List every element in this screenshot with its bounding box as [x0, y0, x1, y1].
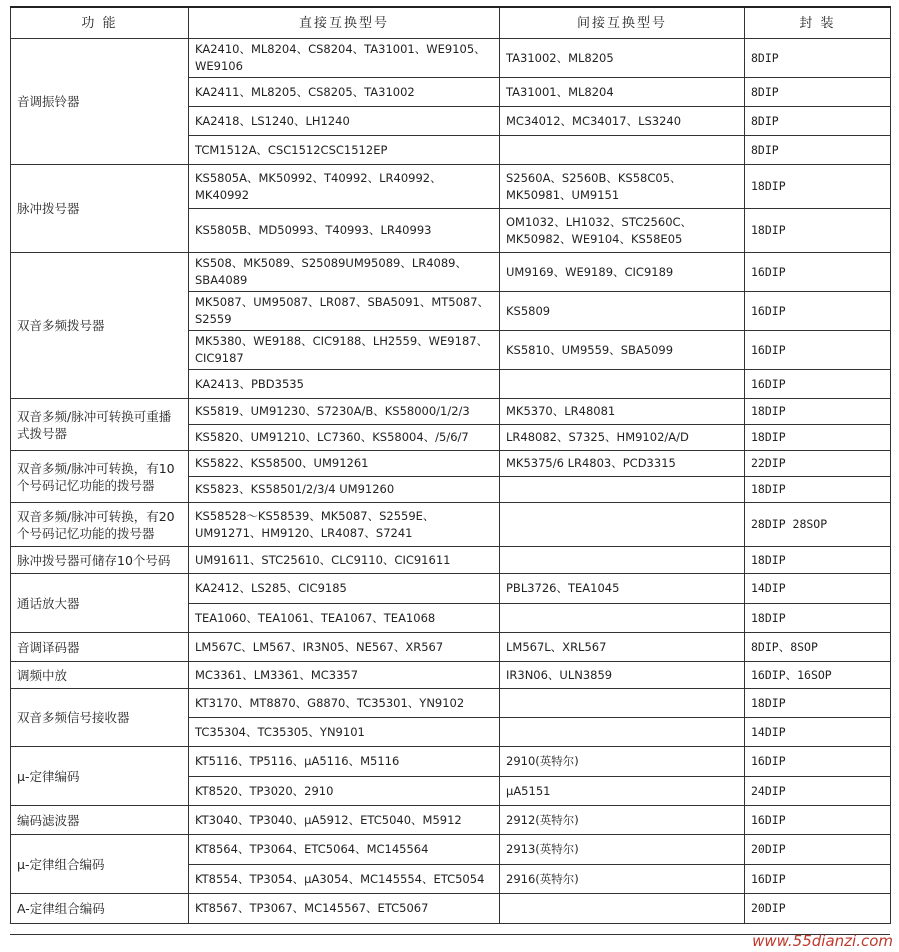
direct-model-cell: UM91611、STC25610、CLC9110、CIC91611 [189, 547, 500, 574]
table-row [11, 39, 891, 78]
package-cell: 14DIP [745, 574, 891, 604]
package-cell: 18DIP [745, 425, 891, 451]
direct-model-cell: KA2412、LS285、CIC9185 [189, 574, 500, 604]
function-cell: 双音多频拨号器 [11, 253, 189, 399]
package-cell: 16DIP [745, 253, 891, 292]
package-cell: 16DIP [745, 331, 891, 370]
function-cell: 脉冲拨号器 [11, 165, 189, 253]
indirect-model-cell: S2560A、S2560B、KS58C05、MK50981、UM9151 [500, 165, 745, 209]
direct-model-cell: KS5805B、MD50993、T40993、LR40993 [189, 209, 500, 253]
direct-model-cell: KS5805A、MK50992、T40992、LR40992、MK40992 [189, 165, 500, 209]
table-row [11, 165, 891, 209]
direct-model-cell: TC35304、TC35305、YN9101 [189, 718, 500, 747]
indirect-model-cell: LM567L、XRL567 [500, 633, 745, 662]
indirect-model-cell: 2913(英特尔) [500, 835, 745, 865]
package-cell: 20DIP [745, 835, 891, 865]
direct-model-cell: KS5820、UM91210、LC7360、KS58004、/5/6/7 [189, 425, 500, 451]
table-row [11, 689, 891, 718]
package-cell: 24DIP [745, 777, 891, 806]
indirect-model-cell: KS5809 [500, 292, 745, 331]
indirect-model-cell: 2910(英特尔) [500, 747, 745, 777]
header-indirect-models: 间接互换型号 [500, 7, 745, 39]
function-cell: 双音多频/脉冲可转换，有10个号码记忆功能的拨号器 [11, 451, 189, 503]
function-cell: 双音多频/脉冲可转换，有20个号码记忆功能的拨号器 [11, 503, 189, 547]
direct-model-cell: MK5380、WE9188、CIC9188、LH2559、WE9187、CIC9187 [189, 331, 500, 370]
indirect-model-cell [500, 477, 745, 503]
indirect-model-cell [500, 547, 745, 574]
function-cell: A-定律组合编码 [11, 894, 189, 924]
indirect-model-cell: LR48082、S7325、HM9102/A/D [500, 425, 745, 451]
indirect-model-cell: KS5810、UM9559、SBA5099 [500, 331, 745, 370]
direct-model-cell: KS58528～KS58539、MK5087、S2559E、UM91271、HM9120、LR4087、S7241 [189, 503, 500, 547]
indirect-model-cell [500, 370, 745, 399]
package-cell: 18DIP [745, 477, 891, 503]
package-cell: 18DIP [745, 547, 891, 574]
indirect-model-cell: MK5375/6 LR4803、PCD3315 [500, 451, 745, 477]
direct-model-cell: KT3170、MT8870、G8870、TC35301、YN9102 [189, 689, 500, 718]
package-cell: 8DIP、8SOP [745, 633, 891, 662]
direct-model-cell: KA2410、ML8204、CS8204、TA31001、WE9105、WE9106 [189, 39, 500, 78]
table-row [11, 503, 891, 547]
table-header-row [11, 7, 891, 39]
indirect-model-cell: UM9169、WE9189、CIC9189 [500, 253, 745, 292]
direct-model-cell: TEA1060、TEA1061、TEA1067、TEA1068 [189, 604, 500, 633]
header-function: 功 能 [11, 7, 189, 39]
direct-model-cell: KA2418、LS1240、LH1240 [189, 107, 500, 136]
package-cell: 18DIP [745, 689, 891, 718]
ic-interchange-table [10, 6, 891, 924]
package-cell: 20DIP [745, 894, 891, 924]
indirect-model-cell [500, 604, 745, 633]
header-direct-models: 直接互换型号 [189, 7, 500, 39]
indirect-model-cell: 2916(英特尔) [500, 865, 745, 894]
indirect-model-cell: PBL3726、TEA1045 [500, 574, 745, 604]
package-cell: 16DIP [745, 806, 891, 835]
table-row [11, 633, 891, 662]
function-cell: 双音多频信号接收器 [11, 689, 189, 747]
function-cell: 脉冲拨号器可储存10个号码 [11, 547, 189, 574]
function-cell: 音调译码器 [11, 633, 189, 662]
direct-model-cell: KT3040、TP3040、μA5912、ETC5040、M5912 [189, 806, 500, 835]
package-cell: 16DIP [745, 747, 891, 777]
indirect-model-cell [500, 503, 745, 547]
function-cell: μ-定律组合编码 [11, 835, 189, 894]
direct-model-cell: KA2411、ML8205、CS8205、TA31002 [189, 78, 500, 107]
ic-interchange-table-container [10, 6, 890, 924]
direct-model-cell: KS5823、KS58501/2/3/4 UM91260 [189, 477, 500, 503]
indirect-model-cell: OM1032、LH1032、STC2560C、MK50982、WE9104、KS58E05 [500, 209, 745, 253]
package-cell: 18DIP [745, 165, 891, 209]
indirect-model-cell [500, 894, 745, 924]
direct-model-cell: KS508、MK5089、S25089UM95089、LR4089、SBA4089 [189, 253, 500, 292]
direct-model-cell: KT8554、TP3054、μA3054、MC145554、ETC5054 [189, 865, 500, 894]
package-cell: 16DIP、16SOP [745, 662, 891, 689]
indirect-model-cell: MK5370、LR48081 [500, 399, 745, 425]
direct-model-cell: LM567C、LM567、IR3N05、NE567、XR567 [189, 633, 500, 662]
indirect-model-cell: IR3N06、ULN3859 [500, 662, 745, 689]
package-cell: 16DIP [745, 292, 891, 331]
direct-model-cell: KT8520、TP3020、2910 [189, 777, 500, 806]
indirect-model-cell: μA5151 [500, 777, 745, 806]
table-row [11, 574, 891, 604]
indirect-model-cell: TA31002、ML8205 [500, 39, 745, 78]
table-row [11, 399, 891, 425]
indirect-model-cell [500, 718, 745, 747]
function-cell: μ-定律编码 [11, 747, 189, 806]
direct-model-cell: KT8564、TP3064、ETC5064、MC145564 [189, 835, 500, 865]
indirect-model-cell [500, 689, 745, 718]
table-row [11, 835, 891, 865]
package-cell: 8DIP [745, 107, 891, 136]
package-cell: 18DIP [745, 209, 891, 253]
direct-model-cell: KS5819、UM91230、S7230A/B、KS58000/1/2/3 [189, 399, 500, 425]
table-body [11, 39, 891, 924]
package-cell: 8DIP [745, 78, 891, 107]
direct-model-cell: KS5822、KS58500、UM91261 [189, 451, 500, 477]
direct-model-cell: TCM1512A、CSC1512CSC1512EP [189, 136, 500, 165]
package-cell: 18DIP [745, 604, 891, 633]
function-cell: 双音多频/脉冲可转换可重播式拨号器 [11, 399, 189, 451]
table-row [11, 253, 891, 292]
indirect-model-cell: TA31001、ML8204 [500, 78, 745, 107]
table-row [11, 894, 891, 924]
direct-model-cell: KA2413、PBD3535 [189, 370, 500, 399]
function-cell: 调频中放 [11, 662, 189, 689]
direct-model-cell: KT5116、TP5116、μA5116、M5116 [189, 747, 500, 777]
package-cell: 16DIP [745, 865, 891, 894]
table-row [11, 806, 891, 835]
function-cell: 音调振铃器 [11, 39, 189, 165]
indirect-model-cell [500, 136, 745, 165]
direct-model-cell: KT8567、TP3067、MC145567、ETC5067 [189, 894, 500, 924]
package-cell: 8DIP [745, 136, 891, 165]
package-cell: 16DIP [745, 370, 891, 399]
package-cell: 8DIP [745, 39, 891, 78]
function-cell: 通话放大器 [11, 574, 189, 633]
direct-model-cell: MC3361、LM3361、MC3357 [189, 662, 500, 689]
package-cell: 18DIP [745, 399, 891, 425]
package-cell: 14DIP [745, 718, 891, 747]
indirect-model-cell: MC34012、MC34017、LS3240 [500, 107, 745, 136]
table-row [11, 662, 891, 689]
header-package: 封 装 [745, 7, 891, 39]
package-cell: 28DIP 28SOP [745, 503, 891, 547]
table-row [11, 451, 891, 477]
package-cell: 22DIP [745, 451, 891, 477]
table-row [11, 547, 891, 574]
function-cell: 编码滤波器 [11, 806, 189, 835]
table-row [11, 747, 891, 777]
watermark: www.55dianzi.com [752, 932, 893, 950]
indirect-model-cell: 2912(英特尔) [500, 806, 745, 835]
direct-model-cell: MK5087、UM95087、LR087、SBA5091、MT5087、S2559 [189, 292, 500, 331]
